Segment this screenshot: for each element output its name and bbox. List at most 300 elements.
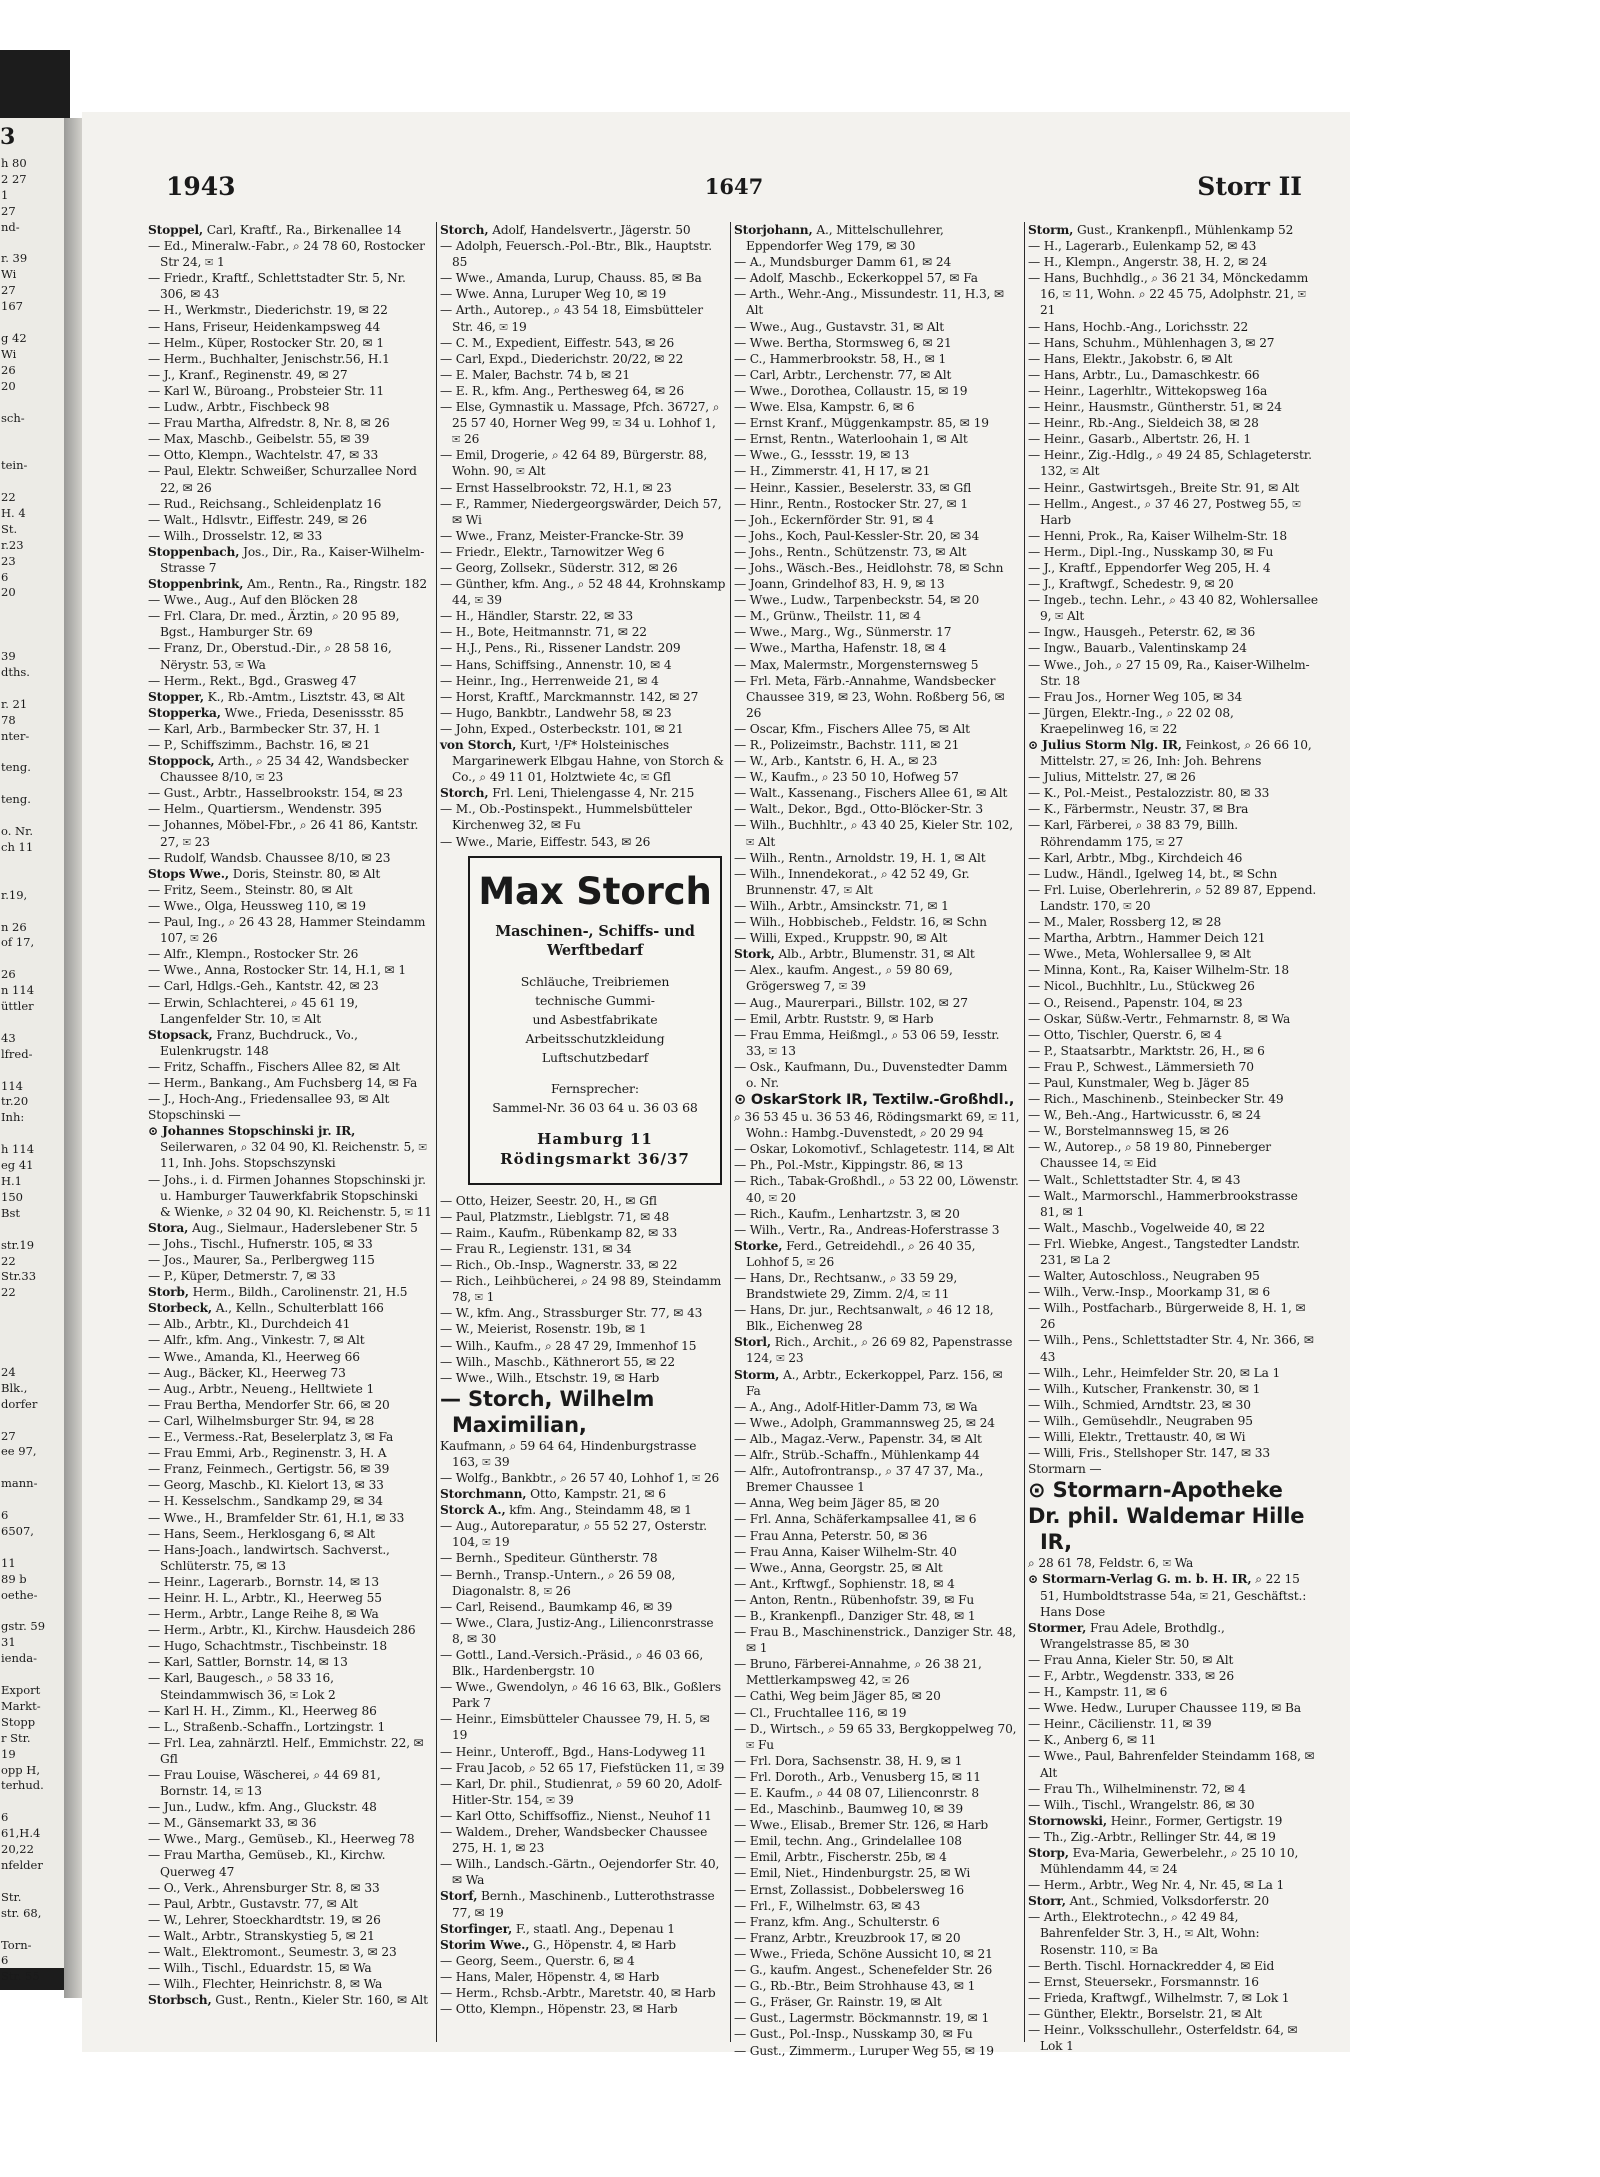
directory-entry: — Ingw., Bauarb., Valentinskamp 24: [1028, 641, 1247, 656]
directory-entry: — Frau Louise, Wäscherei, ⌕ 44 69 81, Bornstr. 14, ✉ 13: [148, 1768, 381, 1799]
left-page-fragment: üttler: [1, 999, 34, 1014]
directory-entry: — G., Fräser, Gr. Rainstr. 19, ✉ Alt: [734, 1995, 942, 2010]
directory-entry: — H., Händler, Starstr. 22, ✉ 33: [440, 609, 633, 624]
directory-entry: — Walt., Arbtr., Stranskystieg 5, ✉ 21: [148, 1928, 375, 1943]
directory-entry: Stormarn —: [1028, 1462, 1102, 1477]
directory-entry: — Hans, Schuhm., Mühlenhagen 3, ✉ 27: [1028, 335, 1275, 350]
directory-entry: — Ed., Maschinb., Baumweg 10, ✉ 39: [734, 1802, 963, 1817]
directory-entry: — Wwe., Amanda, Lurup, Chauss. 85, ✉ Ba: [440, 271, 702, 286]
left-page-fragment: 31: [1, 1635, 16, 1650]
left-page-fragment: dorfer: [1, 1396, 38, 1411]
directory-entry: — Walter, Autoschloss., Neugraben 95: [1028, 1269, 1260, 1284]
directory-entry: — Georg, Zollsekr., Süderstr. 312, ✉ 26: [440, 560, 678, 575]
directory-entry: — Fritz, Seem., Steinstr. 80, ✉ Alt: [148, 882, 353, 897]
directory-entry: — Gust., Zimmerm., Luruper Weg 55, ✉ 19: [734, 2043, 994, 2058]
directory-entry: — Wilh., Arbtr., Amsinckstr. 71, ✉ 1: [734, 898, 949, 913]
directory-entry: — Willi, Elektr., Trettaustr. 40, ✉ Wi: [1028, 1430, 1246, 1445]
directory-entry: ⊙ OskarStork IR, Textilw.-Großhdl.,: [734, 1092, 1015, 1109]
directory-entry: — Walt., Kassenang., Fischers Allee 61, ✉ Alt: [734, 786, 1008, 801]
directory-entry: — B., Krankenpfl., Danziger Str. 48, ✉ 1: [734, 1608, 976, 1623]
directory-entry: — Alb., Magaz.-Verw., Papenstr. 34, ✉ Alt: [734, 1431, 982, 1446]
directory-entry: Stoppenbrink, Am., Rentn., Ra., Ringstr. 182: [148, 577, 427, 592]
directory-entry: — Ludw., Händl., Igelweg 14, bt., ✉ Schn: [1028, 866, 1278, 881]
directory-entry: — Ant., Krftwgf., Sophienstr. 18, ✉ 4: [734, 1576, 955, 1591]
directory-entry: — Heinr., Unteroff., Bgd., Hans-Lodyweg 11: [440, 1744, 707, 1759]
left-page-fragment: r. 39: [1, 251, 28, 266]
directory-entry: Stopsack, Franz, Buchdruck., Vo., Eulenkrugstr. 148: [148, 1027, 358, 1058]
left-page-fragment: [0, 808, 64, 824]
left-page-fragment: [0, 1301, 64, 1317]
left-page-fragment: terhud.: [1, 1778, 44, 1793]
directory-entry: — Alb., Arbtr., Kl., Durchdeich 41: [148, 1317, 351, 1332]
directory-entry: Storbeck, A., Kelln., Schulterblatt 166: [148, 1301, 384, 1316]
left-facing-page: [0, 118, 64, 1984]
directory-entry: — Ernst, Zollassist., Dobbelersweg 16: [734, 1882, 964, 1897]
directory-entry: — Alfr., Strüb.-Schaffn., Mühlenkamp 44: [734, 1448, 980, 1463]
ad-phone: Sammel-Nr. 36 03 64 u. 36 03 68: [492, 1099, 698, 1115]
ad-product-line: technische Gummi-: [535, 992, 655, 1008]
left-page-fragment: 24: [1, 1364, 16, 1379]
directory-entry: — Karl, Sattler, Bornstr. 14, ✉ 13: [148, 1655, 348, 1670]
left-page-fragment: Blk.,: [1, 1380, 28, 1395]
directory-entry: — Frl. Anna, Schäferkampsallee 41, ✉ 6: [734, 1512, 977, 1527]
left-page-fragment: 61,H.4: [1, 1826, 41, 1841]
directory-entry: — Wwe., Paul, Bahrenfelder Steindamm 168, ✉ Alt: [1028, 1749, 1315, 1780]
left-page-fragment: str.19: [1, 1237, 35, 1252]
directory-entry: — Oskar, Lokomotivf., Schlagetestr. 114, ✉ Alt: [734, 1142, 1015, 1157]
directory-entry: — Else, Gymnastik u. Massage, Pfch. 36727, ⌕ 25 57 40, Horner Weg 99, ✉ 34 u. Lohhof 1, ✉ 26: [440, 400, 720, 447]
directory-entry: — Wwe., Wilh., Etschstr. 19, ✉ Harb: [440, 1370, 660, 1385]
directory-entry: Storm, Gust., Krankenpfl., Mühlenkamp 52: [1028, 223, 1294, 237]
left-page-fragment: 6: [1, 1953, 9, 1968]
left-page-fragment: [0, 776, 64, 792]
directory-entry: — Franz, Dr., Oberstud.-Dir., ⌕ 28 58 16, Nërystr. 53, ✉ Wa: [148, 641, 392, 672]
left-page-fragment: h 114: [1, 1142, 35, 1157]
directory-entry: — Rich., Maschinenb., Steinbecker Str. 49: [1028, 1092, 1284, 1107]
directory-entry: — Wwe., Marg., Wg., Sünmerstr. 17: [734, 625, 952, 640]
column-3: [734, 222, 1020, 2058]
directory-entry: — Wwe., Joh., ⌕ 27 15 09, Ra., Kaiser-Wilhelm-Str. 18: [1028, 657, 1310, 688]
directory-entry: — Heinr., Gasarb., Albertstr. 26, H. 1: [1028, 432, 1252, 447]
directory-entry: — Wilh., Kutscher, Frankenstr. 30, ✉ 1: [1028, 1381, 1261, 1396]
directory-entry: Kaufmann, ⌕ 59 64 64, Hindenburgstrasse 163, ✉ 39: [440, 1438, 697, 1469]
directory-entry: ⊙ Johannes Stopschinski jr. IR, Seilerwaren, ⌕ 32 04 90, Kl. Reichenstr. 5, ✉ 11, Inh. Johs. Stopschszynski: [148, 1124, 427, 1171]
left-page-fragment: [0, 951, 64, 967]
directory-entry: — Heinr., Ing., Herrenweide 21, ✉ 4: [440, 673, 659, 688]
left-page-fragment: nter-: [1, 728, 30, 743]
directory-entry: — Erwin, Schlachterei, ⌕ 45 61 19, Langenfelder Str. 10, ✉ Alt: [148, 995, 359, 1026]
left-page-fragment: H.1: [1, 1174, 23, 1188]
directory-page: [82, 112, 1350, 2058]
left-page-fragment: nd-: [1, 219, 20, 234]
directory-entry: — Georg, Maschb., Kl. Kielort 13, ✉ 33: [148, 1478, 384, 1493]
left-page-fragment: [0, 681, 64, 697]
directory-entry: Stopschinski —: [148, 1108, 241, 1123]
left-page-fragment: 22: [1, 1253, 16, 1268]
left-page-fragment: 167: [1, 299, 23, 314]
directory-entry: — Frau Th., Wilhelminenstr. 72, ✉ 4: [1028, 1781, 1246, 1796]
directory-entry: — Paul, Kunstmaler, Weg b. Jäger 85: [1028, 1075, 1250, 1090]
left-page-fragment: 26: [1, 967, 16, 982]
left-page-fragment: 43: [1, 1030, 16, 1045]
directory-entry: — E. R., kfm. Ang., Perthesweg 64, ✉ 26: [440, 383, 685, 398]
directory-entry: — Otto, Klempn., Höpenstr. 23, ✉ Harb: [440, 2002, 678, 2017]
left-page-fragment: teng.: [1, 760, 31, 775]
directory-entry: — Wilh., Flechter, Heinrichstr. 8, ✉ Wa: [148, 1977, 383, 1992]
directory-entry: — Wwe. Hedw., Luruper Chaussee 119, ✉ Ba: [1028, 1701, 1301, 1716]
directory-entry: — Wwe., Amanda, Kl., Heerweg 66: [148, 1349, 360, 1364]
directory-entry: — Ingw., Hausgeh., Peterstr. 62, ✉ 36: [1028, 625, 1256, 640]
directory-entry: — H., Werkmstr., Diederichstr. 19, ✉ 22: [148, 303, 388, 318]
directory-entry: — Ernst, Rentn., Waterloohain 1, ✉ Alt: [734, 432, 968, 447]
directory-entry: — Karl, Färberei, ⌕ 38 83 79, Billh. Röhrendamm 175, ✉ 27: [1028, 818, 1239, 849]
page-number: 1647: [704, 174, 764, 199]
left-page-fragment: Str.33: [1, 1269, 37, 1284]
directory-entry: — Johs., Wäsch.-Bes., Heidlohstr. 78, ✉ Schn: [734, 560, 1004, 575]
left-page-fragment: [0, 1667, 64, 1683]
directory-entry: — Frl. Clara, Dr. med., Ärztin, ⌕ 20 95 89, Bgst., Hamburger Str. 69: [148, 609, 400, 640]
directory-entry: — Wwe., Elisab., Bremer Str. 126, ✉ Harb: [734, 1818, 989, 1833]
page-header: [166, 172, 1302, 208]
directory-entry: — Karl, Baugesch., ⌕ 58 33 16, Steindammwisch 36, ✉ Lok 2: [148, 1671, 336, 1702]
directory-entry: — Wwe., Anna, Georgstr. 25, ✉ Alt: [734, 1560, 943, 1575]
directory-entry: — Wwe. Elsa, Kampstr. 6, ✉ 6: [734, 400, 915, 415]
directory-entry: Stork, Alb., Arbtr., Blumenstr. 31, ✉ Alt: [734, 947, 975, 962]
left-page-fragment: h 80: [1, 156, 27, 170]
directory-entry: — Wwe., Adolph, Grammannsweg 25, ✉ 24: [734, 1415, 995, 1430]
directory-entry: — Frau Anna, Peterstr. 50, ✉ 36: [734, 1528, 928, 1543]
directory-entry: — Hans, Elektr., Jakobstr. 6, ✉ Alt: [1028, 351, 1233, 366]
directory-entry: — Wwe., Frieda, Schöne Aussicht 10, ✉ 21: [734, 1946, 993, 1961]
directory-entry: — Karl, Arb., Barmbecker Str. 37, H. 1: [148, 721, 381, 736]
left-page-fragment: str. 68,: [1, 1905, 42, 1920]
directory-entry: — Frieda, Kraftwgf., Wilhelmstr. 7, ✉ Lok 1: [1028, 1990, 1290, 2005]
directory-entry: — Herm., Dipl.-Ing., Nusskamp 30, ✉ Fu: [1028, 544, 1274, 559]
column-2: [440, 222, 726, 2042]
directory-entry: Storke, Ferd., Getreidehdl., ⌕ 26 40 35, Lohhof 5, ✉ 26: [734, 1238, 976, 1269]
directory-entry: — Max, Malermstr., Morgensternsweg 5: [734, 657, 979, 672]
column-2-top-entries: [440, 222, 726, 850]
directory-entry: Storch, Adolf, Handelsvertr., Jägerstr. 50: [440, 223, 691, 237]
directory-entry: — W., kfm. Ang., Strassburger Str. 77, ✉ 43: [440, 1306, 703, 1321]
directory-entry: — Wilh., Gemüsehdlr., Neugraben 95: [1028, 1413, 1253, 1428]
left-page-fragment: g 42: [1, 330, 27, 345]
directory-entry: — Bruno, Färberei-Annahme, ⌕ 26 38 21, Mettlerkampsweg 42, ✉ 26: [734, 1657, 982, 1688]
directory-entry: — Ernst Hasselbrookstr. 72, H.1, ✉ 23: [440, 480, 672, 495]
directory-entry: — K., Pol.-Meist., Pestalozzistr. 80, ✉ 33: [1028, 786, 1270, 801]
directory-entry: — Emil, Niet., Hindenburgstr. 25, ✉ Wi: [734, 1866, 971, 1881]
directory-entry: Storb, Herm., Bildh., Carolinenstr. 21, H.5: [148, 1285, 408, 1300]
directory-entry: — Gottl., Land.-Versich.-Präsid., ⌕ 46 03 66, Blk., Hardenbergstr. 10: [440, 1648, 704, 1679]
directory-entry: — Carl, Hdlgs.-Geh., Kantstr. 42, ✉ 23: [148, 979, 379, 994]
directory-entry: — Ernst Kranf., Müggenkampstr. 85, ✉ 19: [734, 416, 989, 431]
directory-entry: — Wwe., Anna, Rostocker Str. 14, H.1, ✉ 1: [148, 963, 406, 978]
directory-entry: — Hinr., Rentn., Rostocker Str. 27, ✉ 1: [734, 496, 969, 511]
directory-entry: — Wwe., Dorothea, Collaustr. 15, ✉ 19: [734, 383, 968, 398]
directory-entry: Stopperka, Wwe., Frieda, Desenissstr. 85: [148, 705, 404, 720]
directory-entry: — Jürgen, Elektr.-Ing., ⌕ 22 02 08, Kraepelinweg 16, ✉ 22: [1028, 705, 1234, 736]
left-page-fragment: 22: [1, 490, 16, 505]
left-page-fragment: 6507,: [1, 1523, 34, 1538]
directory-entry: — Walt., Dekor., Bgd., Otto-Blöcker-Str. 3: [734, 802, 983, 817]
directory-entry: — Frl. Lea, zahnärztl. Helf., Emmichstr. 22, ✉ Gfl: [148, 1735, 424, 1766]
left-page-fragment: 89 b: [1, 1571, 27, 1586]
directory-entry: — Hans, Seem., Herklosgang 6, ✉ Alt: [148, 1526, 375, 1541]
directory-entry: — Wilh., Vertr., Ra., Andreas-Hoferstrasse 3: [734, 1222, 1000, 1237]
directory-entry: — Ph., Pol.-Mstr., Kippingstr. 86, ✉ 13: [734, 1158, 963, 1173]
directory-entry: — Herm., Bankang., Am Fuchsberg 14, ✉ Fa: [148, 1075, 418, 1090]
directory-entry: — Wwe., Gwendolyn, ⌕ 46 16 63, Blk., Goßlers Park 7: [440, 1680, 721, 1711]
left-page-fragment: 6: [1, 1508, 9, 1523]
ad-subtitle-2: Werftbedarf: [546, 941, 644, 959]
directory-entry: — Frl. Wiebke, Angest., Tangstedter Landstr. 231, ✉ La 2: [1028, 1236, 1300, 1267]
directory-entry: — Karl W., Büroang., Probsteier Str. 11: [148, 383, 385, 398]
directory-entry: — Carl, Reisend., Baumkamp 46, ✉ 39: [440, 1599, 673, 1614]
directory-entry: — Wilh., Verw.-Insp., Moorkamp 31, ✉ 6: [1028, 1285, 1270, 1300]
directory-entry: — Heinr., Cäcilienstr. 11, ✉ 39: [1028, 1717, 1212, 1732]
left-page-fragment: [0, 1794, 64, 1810]
directory-entry: Storjohann, A., Mittelschullehrer, Eppendorfer Weg 179, ✉ 30: [734, 223, 944, 254]
column-rule: [1024, 222, 1025, 2042]
directory-entry: — Emil, Arbtr. Ruststr. 9, ✉ Harb: [734, 1011, 934, 1026]
directory-entry: — Wilh., Schmied, Arndtstr. 23, ✉ 30: [1028, 1397, 1251, 1412]
column-rule: [730, 222, 731, 2042]
alphabetical-range: Storr II: [1197, 172, 1302, 201]
directory-entry: — Arth., Autorep., ⌕ 43 54 18, Eimsbütteler Str. 46, ✉ 19: [440, 303, 703, 334]
directory-entry: — O., Reisend., Papenstr. 104, ✉ 23: [1028, 995, 1243, 1010]
left-page-fragment: [0, 1492, 64, 1508]
directory-entry: — Ed., Mineralw.-Fabr., ⌕ 24 78 60, Rostocker Str 24, ✉ 1: [148, 239, 425, 270]
left-page-fragment: ienda-: [1, 1651, 37, 1666]
directory-entry: — Wilh., Tischl., Wrangelstr. 86, ✉ 30: [1028, 1797, 1255, 1812]
ad-street: Rödingsmarkt 36/37: [500, 1149, 690, 1168]
directory-entry: — Friedr., Kraftf., Schlettstadter Str. 5, Nr. 306, ✉ 43: [148, 271, 406, 302]
directory-entry: — Emil, Drogerie, ⌕ 42 64 89, Bürgerstr. 88, Wohn. 90, ✉ Alt: [440, 448, 708, 479]
left-page-fragment: r Str.: [1, 1730, 31, 1745]
left-page-fragment: Wi: [1, 346, 17, 361]
column-2-bottom-entries: [440, 1193, 726, 2018]
directory-entry: — Minna, Kont., Ra, Kaiser Wilhelm-Str. 18: [1028, 963, 1289, 978]
directory-entry: — W., Borstelmannsweg 15, ✉ 26: [1028, 1124, 1229, 1139]
directory-entry: — Wilh., Landsch.-Gärtn., Oejendorfer Str. 40, ✉ Wa: [440, 1857, 720, 1888]
advertisement-max-storch: [468, 856, 722, 1185]
directory-entry: — Cathi, Weg beim Jäger 85, ✉ 20: [734, 1689, 941, 1704]
left-page-fragment: gstr. 59: [1, 1619, 46, 1634]
directory-entry: — W., Kaufm., ⌕ 23 50 10, Hofweg 57: [734, 770, 959, 785]
directory-entry: Storm, A., Arbtr., Eckerkoppel, Parz. 156, ✉ Fa: [734, 1367, 1003, 1398]
directory-entry: — J., Kraftwgf., Schedestr. 9, ✉ 20: [1028, 577, 1234, 592]
directory-entry: — Osk., Kaufmann, Du., Duvenstedter Damm o. Nr.: [734, 1059, 1008, 1090]
left-page-header: 3: [0, 124, 16, 150]
directory-entry: — Fritz, Schaffn., Fischers Allee 82, ✉ Alt: [148, 1059, 400, 1074]
directory-entry: — Herm., Arbtr., Lange Reihe 8, ✉ Wa: [148, 1607, 379, 1622]
directory-entry: — P., Küper, Detmerstr. 7, ✉ 33: [148, 1269, 336, 1284]
left-page-fragment: n 114: [1, 983, 35, 998]
directory-entry: — Paul, Elektr. Schweißer, Schurzallee Nord 22, ✉ 26: [148, 464, 417, 495]
directory-entry: — Frl. Dora, Sachsenstr. 38, H. 9, ✉ 1: [734, 1753, 963, 1768]
directory-entry: — Hans, Schiffsing., Annenstr. 10, ✉ 4: [440, 657, 672, 672]
directory-entry: — E., Vermess.-Rat, Beselerplatz 3, ✉ Fa: [148, 1430, 394, 1445]
directory-entry: — Alfr., Klempn., Rostocker Str. 26: [148, 947, 359, 962]
directory-entry: — M., Grünw., Theilstr. 11, ✉ 4: [734, 609, 921, 624]
directory-entry: — Frau Emmi, Arb., Reginenstr. 3, H. A: [148, 1446, 387, 1461]
directory-entry: — Frau Bertha, Mendorfer Str. 66, ✉ 20: [148, 1397, 390, 1412]
directory-entry: — Horst, Kraftf., Marckmannstr. 142, ✉ 27: [440, 689, 699, 704]
directory-entry: — Ludw., Arbtr., Fischbeck 98: [148, 400, 330, 415]
directory-entry: — Wwe., H., Bramfelder Str. 61, H.1, ✉ 33: [148, 1510, 405, 1525]
left-page-fragment: [0, 1222, 64, 1238]
directory-entry: — Frl. Doroth., Arb., Venusberg 15, ✉ 11: [734, 1769, 981, 1784]
directory-entry: — Karl Otto, Schiffsoffiz., Nienst., Neuhof 11: [440, 1808, 712, 1823]
directory-entry: — Helm., Küper, Rostocker Str. 20, ✉ 1: [148, 335, 384, 350]
directory-entry: — Wwe., Marg., Gemüseb., Kl., Heerweg 78: [148, 1832, 415, 1847]
ad-product-line: und Asbestfabrikate: [532, 1011, 658, 1027]
left-page-fragment: of 17,: [1, 935, 35, 950]
left-page-fragment: [0, 1922, 64, 1938]
directory-entry: — Willi, Fris., Stellshoper Str. 147, ✉ 33: [1028, 1446, 1270, 1461]
left-page-fragment: 150: [1, 1189, 23, 1204]
directory-entry: — Rud., Reichsang., Schleidenplatz 16: [148, 496, 382, 511]
directory-entry: — Alfr., Autofrontransp., ⌕ 37 47 37, Ma., Bremer Chaussee 1: [734, 1464, 984, 1495]
directory-entry: — Hellm., Angest., ⌕ 37 46 27, Postweg 55, ✉ Harb: [1028, 496, 1301, 527]
left-page-fragment: Export: [1, 1683, 41, 1697]
left-page-fragment: Markt-: [1, 1698, 41, 1713]
directory-entry: — Hans, Arbtr., Lu., Damaschkestr. 66: [1028, 367, 1260, 382]
ad-product-line: Schläuche, Treibriemen: [520, 973, 670, 989]
directory-entry: — Wilh., Lehr., Heimfelder Str. 20, ✉ La 1: [1028, 1365, 1281, 1380]
directory-entry: — K., Färbermstr., Neustr. 37, ✉ Bra: [1028, 802, 1249, 817]
left-page-fragment: tein-: [1, 458, 28, 473]
directory-entry: — Willi, Exped., Kruppstr. 90, ✉ Alt: [734, 931, 948, 946]
directory-entry: — Rich., Ob.-Insp., Wagnerstr. 33, ✉ 22: [440, 1258, 678, 1273]
left-page-fragment: [0, 1333, 64, 1349]
directory-entry: — Frau Martha, Alfredstr. 8, Nr. 8, ✉ 26: [148, 416, 390, 431]
left-page-fragment: 20: [1, 378, 16, 393]
directory-entry: — Frau Martha, Gemüseb., Kl., Kirchw. Querweg 47: [148, 1848, 386, 1879]
left-page-fragment: Inh:: [1, 1110, 25, 1125]
directory-entry: — Frau R., Legienstr. 131, ✉ 34: [440, 1241, 632, 1256]
left-page-fragment: 6: [1, 1810, 9, 1825]
directory-entry: — Karl H. H., Zimm., Kl., Heerweg 86: [148, 1703, 377, 1718]
directory-entry: — Carl, Expd., Diederichstr. 20/22, ✉ 22: [440, 351, 684, 366]
left-page-fragment: ch 11: [1, 839, 34, 854]
directory-entry: — A., Mundsburger Damm 61, ✉ 24: [734, 255, 952, 270]
ad-subtitle-1: Maschinen-, Schiffs- und: [495, 922, 695, 940]
directory-entry: — Oscar, Kfm., Fischers Allee 75, ✉ Alt: [734, 721, 970, 736]
directory-entry: — F., Rammer, Niedergeorgswärder, Deich 57, ✉ Wi: [440, 496, 722, 527]
directory-entry: — Walt., Schlettstadter Str. 4, ✉ 43: [1028, 1172, 1241, 1187]
ad-product-line: Luftschutzbedarf: [541, 1049, 649, 1065]
directory-entry: — Raim., Kaufm., Rübenkamp 82, ✉ 33: [440, 1225, 678, 1240]
directory-entry: — Johs., Tischl., Hufnerstr. 105, ✉ 33: [148, 1236, 373, 1251]
directory-entry: — H., Kampstr. 11, ✉ 6: [1028, 1685, 1168, 1700]
directory-entry: — C., Hammerbrookstr. 58, H., ✉ 1: [734, 351, 947, 366]
left-page-fragment: nfelder: [1, 1857, 43, 1872]
directory-entry: — O., Verk., Ahrensburger Str. 8, ✉ 33: [148, 1880, 380, 1895]
directory-entry: — Johannes, Möbel-Fbr., ⌕ 26 41 86, Kantstr. 27, ✉ 23: [148, 818, 419, 849]
directory-entry: — Wwe., Marie, Eiffestr. 543, ✉ 26: [440, 834, 651, 849]
left-page-fragment: [0, 872, 64, 888]
directory-entry: — Heinr., Lagerhltr., Wittekopsweg 16a: [1028, 383, 1268, 398]
left-page-fragment: [0, 1603, 64, 1619]
directory-entry: — Hans, Buchhdlg., ⌕ 36 21 34, Mönckedamm 16, ✉ 11, Wohn. ⌕ 22 45 75, Adolphstr. 21, ✉ 21: [1028, 271, 1309, 318]
left-page-fragment: Str. 55: [1, 1969, 40, 1984]
directory-entry: — Paul, Ing., ⌕ 26 43 28, Hammer Steindamm 107, ✉ 26: [148, 915, 426, 946]
left-page-fragment: [0, 1413, 64, 1429]
directory-entry: — Rudolf, Wandsb. Chaussee 8/10, ✉ 23: [148, 850, 391, 865]
directory-entry: — Anton, Rentn., Rübenhofstr. 39, ✉ Fu: [734, 1592, 975, 1607]
directory-entry: — Wwe., Aug., Auf den Blöcken 28: [148, 593, 358, 608]
left-page-fragment: 27: [1, 203, 16, 218]
directory-entry: — Julius, Mittelstr. 27, ✉ 26: [1028, 770, 1196, 785]
left-page-fragment: 27: [1, 1428, 16, 1443]
directory-entry: — Joh., Eckernförder Str. 91, ✉ 4: [734, 512, 934, 527]
left-page-fragment: [0, 601, 64, 617]
directory-entry: — Herm., Arbtr., Kl., Kirchw. Hausdeich 286: [148, 1623, 416, 1638]
directory-entry: — Johs., Koch, Paul-Kessler-Str. 20, ✉ 34: [734, 528, 980, 543]
left-page-fragment: [0, 745, 64, 761]
directory-entry: — Paul, Platzmstr., Lieblgstr. 71, ✉ 48: [440, 1209, 670, 1224]
left-page-fragment: lfred-: [1, 1046, 33, 1061]
left-page-fragment: Wi: [1, 267, 17, 282]
directory-entry: — Wilh., Innendekorat., ⌕ 42 52 49, Gr. Brunnenstr. 47, ✉ Alt: [734, 866, 970, 897]
directory-entry: — Bernh., Transp.-Untern., ⌕ 26 59 08, Diagonalstr. 8, ✉ 26: [440, 1567, 676, 1598]
directory-entry: — Storch, Wilhelm Maximilian,: [440, 1386, 655, 1437]
left-page-fragment: 20: [1, 585, 16, 600]
left-page-fragment: [0, 1460, 64, 1476]
directory-entry: — Wwe., Franz, Meister-Francke-Str. 39: [440, 528, 684, 543]
directory-entry: — G., Rb.-Btr., Beim Strohhause 43, ✉ 1: [734, 1979, 976, 1994]
directory-entry: — J., Kraftf., Eppendorfer Weg 205, H. 4: [1028, 560, 1271, 575]
directory-entry: — Herm., Rekt., Bgd., Grasweg 47: [148, 673, 357, 688]
directory-entry: — Wilh., Pens., Schlettstadter Str. 4, Nr. 366, ✉ 43: [1028, 1333, 1314, 1364]
directory-entry: — Hans, Dr. jur., Rechtsanwalt, ⌕ 46 12 18, Blk., Eichenweg 28: [734, 1303, 994, 1334]
directory-entry: — Aug., Arbtr., Neueng., Helltwiete 1: [148, 1381, 375, 1396]
directory-entry: — Ingeb., techn. Lehr., ⌕ 43 40 82, Wohlersallee 9, ✉ Alt: [1028, 593, 1318, 624]
directory-entry: von Storch, Kurt, ¹/F* Holsteinisches Margarinewerk Elbgau Hahne, von Storch & Co., ⌕ 49 11 01, Holztwiete 4c, ✉ Gfl: [440, 738, 724, 785]
directory-entry: — Johs., Rentn., Schützenstr. 73, ✉ Alt: [734, 544, 967, 559]
directory-entry: Storck A., kfm. Ang., Steindamm 48, ✉ 1: [440, 1503, 692, 1518]
directory-entry: Stopper, K., Rb.-Amtm., Lisztstr. 43, ✉ Alt: [148, 689, 405, 704]
directory-entry: — Henni, Prok., Ra, Kaiser Wilhelm-Str. 18: [1028, 528, 1287, 543]
column-4: [1028, 222, 1318, 2054]
directory-entry: — Georg, Seem., Querstr. 6, ✉ 4: [440, 1953, 635, 1968]
directory-entry: — Heinr., Eimsbütteler Chaussee 79, H. 5, ✉ 19: [440, 1712, 710, 1743]
directory-entry: — Cl., Fruchtallee 116, ✉ 19: [734, 1705, 907, 1720]
directory-entry: — Wwe., Aug., Gustavstr. 31, ✉ Alt: [734, 319, 945, 334]
directory-entry: Stoppel, Carl, Kraftf., Ra., Birkenallee 14: [148, 223, 402, 237]
directory-entry: ⌕ 28 61 78, Feldstr. 6, ✉ Wa: [1028, 1556, 1194, 1571]
directory-entry: — Wilh., Postfacharb., Bürgerweide 8, H. 1, ✉ 26: [1028, 1301, 1306, 1332]
left-page-fragment: 39: [1, 649, 16, 664]
directory-entry: — Wwe., Meta, Wohlersallee 9, ✉ Alt: [1028, 947, 1251, 962]
ad-phone-label: Fernsprecher:: [551, 1080, 639, 1096]
left-page-fragment: [0, 1349, 64, 1365]
ad-city: Hamburg 11: [537, 1129, 653, 1148]
left-page-fragment: [0, 617, 64, 633]
directory-entry: — Aug., Bäcker, Kl., Heerweg 73: [148, 1365, 346, 1380]
left-page-fragment: [0, 1540, 64, 1556]
left-page-fragment: 19: [1, 1746, 16, 1761]
directory-entry: — E. Kaufm., ⌕ 44 08 07, Lilienconrstr. 8: [734, 1786, 980, 1800]
directory-entry: — Hans, Dr., Rechtsanw., ⌕ 33 59 29, Brandstwiete 29, Zimm. 2/4, ✉ 11: [734, 1271, 958, 1302]
directory-entry: — H., Lagerarb., Eulenkamp 52, ✉ 43: [1028, 239, 1257, 254]
directory-entry: — John, Exped., Osterbeckstr. 101, ✉ 21: [440, 721, 684, 736]
left-page-fragment: 6: [1, 569, 9, 584]
directory-entry: Storl, Rich., Archit., ⌕ 26 69 82, Papenstrasse 124, ✉ 23: [734, 1335, 1013, 1366]
directory-entry: — H., Zimmerstr. 41, H 17, ✉ 21: [734, 464, 931, 479]
directory-entry: — P., Schiffszimm., Bachstr. 16, ✉ 21: [148, 738, 371, 752]
